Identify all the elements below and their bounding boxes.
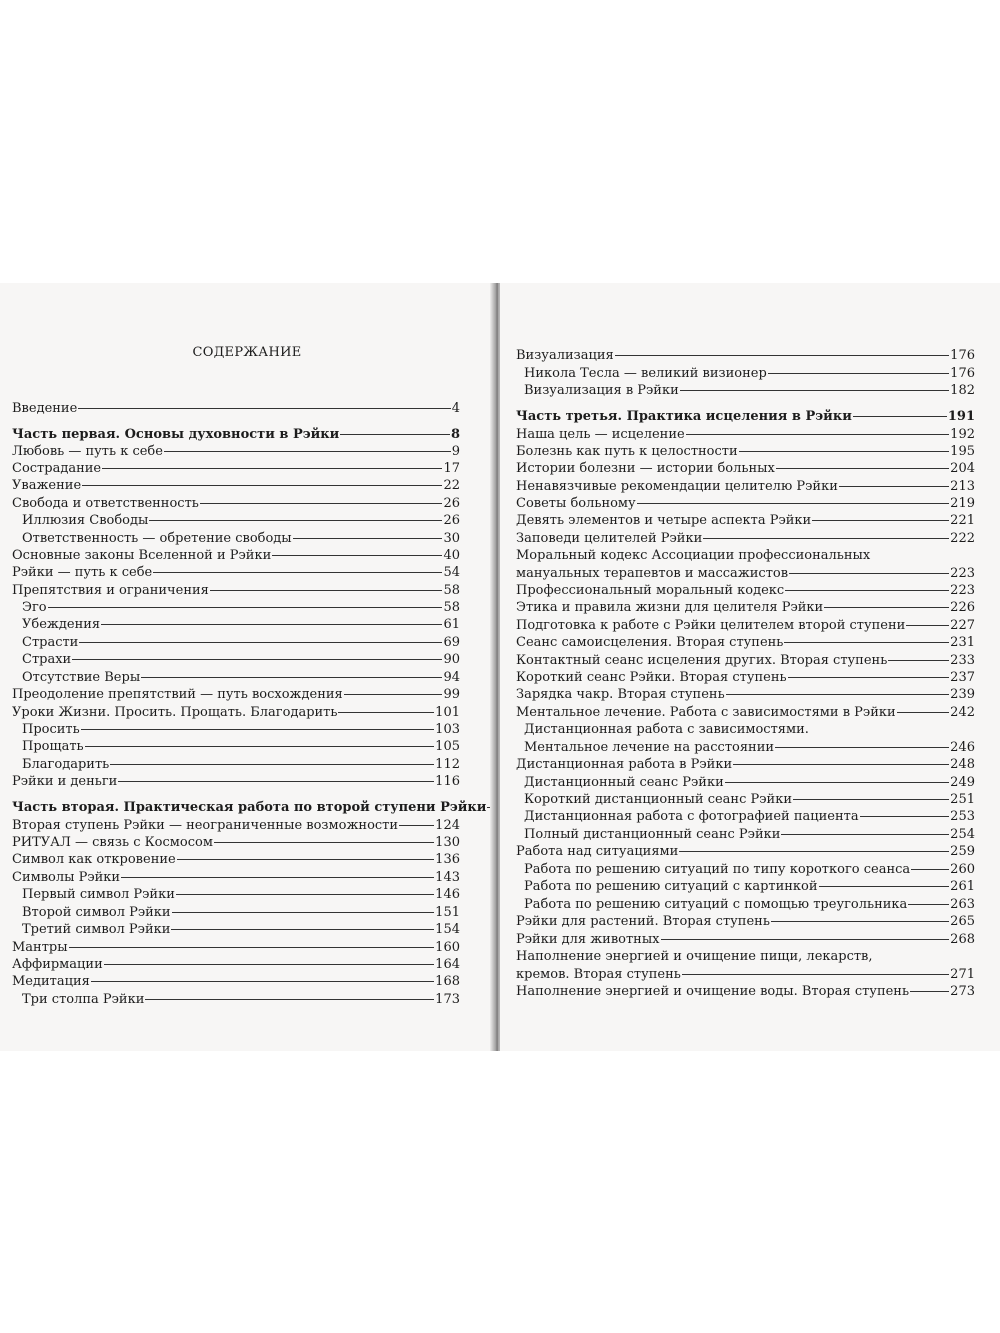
toc-entry <box>516 565 975 582</box>
toc-entry <box>22 721 460 738</box>
toc-leader-line <box>686 434 949 435</box>
toc-page-number: 223 <box>950 583 975 598</box>
toc-entry-title: Профессиональный моральный кодекс <box>516 583 785 598</box>
toc-entry-title: Медитация <box>12 974 90 989</box>
toc-entry <box>524 861 975 878</box>
toc-page-number: 105 <box>435 739 460 754</box>
left-page <box>0 283 494 1051</box>
toc-entry-title: Короткий дистанционный сеанс Рэйки <box>524 792 792 807</box>
toc-entry <box>12 460 460 477</box>
toc-leader-line <box>788 677 950 678</box>
toc-page-number: 242 <box>950 705 975 720</box>
toc-entry-title: Болезнь как путь к целостности <box>516 444 738 459</box>
toc-leader-line <box>82 485 442 486</box>
toc-leader-line <box>911 869 949 870</box>
toc-entry-title: Свобода и ответственность <box>12 496 199 511</box>
toc-leader-line <box>81 729 434 730</box>
toc-entry <box>516 652 975 669</box>
toc-entry-title: Подготовка к работе с Рэйки целителем второй ступени <box>516 618 906 633</box>
toc-entry <box>12 851 460 868</box>
toc-leader-line <box>771 921 949 922</box>
toc-entry-text: Моральный кодекс Ассоциации профессиональных <box>516 548 871 563</box>
toc-entry <box>524 739 975 756</box>
toc-leader-line <box>85 746 435 747</box>
toc-page-number: 213 <box>950 479 975 494</box>
toc-entry-title: Введение <box>12 401 78 416</box>
toc-entry <box>22 991 460 1008</box>
toc-entry <box>516 843 975 860</box>
toc-entry-title: Истории болезни — истории больных <box>516 461 775 476</box>
toc-entry-title: Никола Тесла — великий визионер <box>524 366 767 381</box>
toc-entry <box>12 773 460 790</box>
toc-leader-line <box>897 712 950 713</box>
toc-leader-line <box>78 408 450 409</box>
toc-entry-title: Просить <box>22 722 80 737</box>
toc-entry-text: Наполнение энергией и очищение пищи, лекарств, <box>516 949 873 964</box>
toc-leader-line <box>910 991 949 992</box>
toc-leader-line <box>768 373 949 374</box>
toc-entry <box>12 477 460 494</box>
toc-page-number: 112 <box>435 757 460 772</box>
toc-leader-line <box>102 468 442 469</box>
toc-entry <box>22 921 460 938</box>
toc-leader-line <box>726 694 950 695</box>
toc-leader-line <box>784 642 949 643</box>
toc-page-number: 239 <box>950 687 975 702</box>
toc-leader-line <box>824 607 949 608</box>
toc-leader-line <box>860 816 950 817</box>
toc-entry-title: Работа по решению ситуаций с картинкой <box>524 879 818 894</box>
toc-page-number: 54 <box>443 565 460 580</box>
toc-page-number: 22 <box>443 478 460 493</box>
toc-leader-line <box>789 573 949 574</box>
toc-entry <box>12 686 460 703</box>
toc-entry-title: Рэйки для растений. Вторая ступень <box>516 914 770 929</box>
toc-entry <box>516 634 975 651</box>
toc-leader-line <box>615 355 949 356</box>
toc-entry <box>516 478 975 495</box>
toc-entry <box>22 738 460 755</box>
toc-entry-title: Рэйки — путь к себе <box>12 565 153 580</box>
toc-page-number: 26 <box>443 496 460 511</box>
toc-entry <box>12 400 460 417</box>
toc-entry-title: кремов. Вторая ступень <box>516 967 681 982</box>
toc-page-number: 237 <box>950 670 975 685</box>
toc-page-number: 204 <box>950 461 975 476</box>
toc-entry-title: Часть вторая. Практическая работа по второй ступени Рэйки <box>12 800 487 815</box>
toc-page-number: 61 <box>443 617 460 632</box>
toc-leader-line <box>637 503 949 504</box>
toc-leader-line <box>293 538 443 539</box>
toc-entry <box>12 939 460 956</box>
toc-entry-title: Ненавязчивые рекомендации целителю Рэйки <box>516 479 838 494</box>
toc-entry <box>22 904 460 921</box>
toc-entry <box>516 426 975 443</box>
right-page <box>500 283 1000 1051</box>
toc-entry <box>516 408 975 425</box>
toc-entry-title: Три столпа Рэйки <box>22 992 145 1007</box>
toc-leader-line <box>101 624 442 625</box>
toc-page-number: 253 <box>950 809 975 824</box>
toc-leader-line <box>785 590 949 591</box>
toc-leader-line <box>908 904 949 905</box>
toc-page-number: 173 <box>435 992 460 1007</box>
toc-page-number: 146 <box>435 887 460 902</box>
toc-entry <box>516 669 975 686</box>
toc-entry-text: Дистанционная работа с зависимостями. <box>524 722 809 737</box>
toc-page-number: 9 <box>451 444 460 459</box>
toc-entry <box>516 582 975 599</box>
toc-page-number: 254 <box>950 827 975 842</box>
toc-entry-title: Заповеди целителей Рэйки <box>516 531 703 546</box>
toc-entry <box>524 774 975 791</box>
toc-page-number: 260 <box>950 862 975 877</box>
toc-entry <box>22 634 460 651</box>
toc-entry-title: Второй символ Рэйки <box>22 905 171 920</box>
toc-entry-title: Советы больному <box>516 496 636 511</box>
toc-entry <box>12 564 460 581</box>
toc-entry-title: Дистанционный сеанс Рэйки <box>524 775 724 790</box>
toc-entry <box>516 756 975 773</box>
toc-leader-line <box>72 659 442 660</box>
toc-entry <box>12 956 460 973</box>
toc-leader-line <box>776 468 949 469</box>
toc-entry-title: Уроки Жизни. Просить. Прощать. Благодарить <box>12 705 338 720</box>
toc-entry-title: Третий символ Рэйки <box>22 922 171 937</box>
toc-entry <box>516 512 975 529</box>
toc-entry-title: Любовь — путь к себе <box>12 444 163 459</box>
toc-entry <box>516 966 975 983</box>
toc-page-number: 265 <box>950 914 975 929</box>
toc-entry-title: Ответственность — обретение свободы <box>22 531 292 546</box>
toc-leader-line <box>118 781 434 782</box>
toc-leader-line <box>661 939 950 940</box>
toc-entry <box>22 530 460 547</box>
toc-leader-line <box>79 642 442 643</box>
toc-page-number: 248 <box>950 757 975 772</box>
toc-leader-line <box>141 677 442 678</box>
toc-leader-line <box>725 782 949 783</box>
toc-page-number: 151 <box>435 905 460 920</box>
toc-entry <box>516 931 975 948</box>
toc-entry <box>12 817 460 834</box>
toc-entry <box>516 704 975 721</box>
toc-page-number: 231 <box>950 635 975 650</box>
toc-entry-title: Аффирмации <box>12 957 103 972</box>
toc-page-number: 223 <box>950 566 975 581</box>
toc-entry-title: Символ как откровение <box>12 852 176 867</box>
toc-leader-line <box>888 660 949 661</box>
toc-page-number: 249 <box>950 775 975 790</box>
toc-page-number: 124 <box>435 818 460 833</box>
toc-page-number: 99 <box>443 687 460 702</box>
toc-entry <box>516 913 975 930</box>
toc-entry-title: Короткий сеанс Рэйки. Вторая ступень <box>516 670 787 685</box>
toc-leader-line <box>680 390 949 391</box>
toc-entry-title: Страсти <box>22 635 79 650</box>
toc-page-number: 26 <box>443 513 460 528</box>
toc-entry-title: Эго <box>22 600 47 615</box>
toc-entry <box>516 530 975 547</box>
toc-page-number: 58 <box>443 600 460 615</box>
toc-page-number: 246 <box>950 740 975 755</box>
toc-leader-line <box>739 451 950 452</box>
toc-entry-title: Рэйки и деньги <box>12 774 118 789</box>
toc-entry-title: Часть первая. Основы духовности в Рэйки <box>12 427 340 442</box>
toc-entry-title: Этика и правила жизни для целителя Рэйки <box>516 600 824 615</box>
toc-entry-title: Преодоление препятствий — путь восхождения <box>12 687 343 702</box>
toc-leader-line <box>48 607 443 608</box>
toc-entry-title: Ментальное лечение на расстоянии <box>524 740 775 755</box>
toc-leader-line <box>172 912 435 913</box>
toc-entry-title: Дистанционная работа в Рэйки <box>516 757 733 772</box>
toc-entry-title: РИТУАЛ — связь с Космосом <box>12 835 213 850</box>
toc-page-number: 8 <box>450 427 460 442</box>
toc-leader-line <box>214 842 434 843</box>
toc-page-number: 271 <box>950 967 975 982</box>
toc-entry <box>524 878 975 895</box>
toc-page-number: 261 <box>950 879 975 894</box>
toc-leader-line <box>177 859 434 860</box>
toc-entry-title: Убеждения <box>22 617 101 632</box>
toc-entry <box>22 599 460 616</box>
toc-page-number: 116 <box>435 774 460 789</box>
toc-leader-line <box>104 964 434 965</box>
toc-entry <box>12 834 460 851</box>
toc-entry-title: Ментальное лечение. Работа с зависимостями в Рэйки <box>516 705 896 720</box>
toc-entry <box>12 704 460 721</box>
toc-page-number: 30 <box>443 531 460 546</box>
toc-leader-line <box>338 712 434 713</box>
toc-entry-title: Часть третья. Практика исцеления в Рэйки <box>516 409 852 424</box>
toc-entry-title: Отсутствие Веры <box>22 670 141 685</box>
toc-entry-title: Иллюзия Свободы <box>22 513 149 528</box>
toc-leader-line <box>793 799 949 800</box>
toc-page-number: 192 <box>950 427 975 442</box>
toc-page-number: 130 <box>435 835 460 850</box>
toc-entry <box>12 495 460 512</box>
toc-entry-title: Мантры <box>12 940 68 955</box>
toc-entry-title: Визуализация <box>516 348 614 363</box>
toc-entry-title: Зарядка чакр. Вторая ступень <box>516 687 725 702</box>
toc-entry <box>524 826 975 843</box>
toc-entry <box>524 896 975 913</box>
toc-entry <box>12 426 460 443</box>
toc-leader-line <box>703 538 949 539</box>
toc-entry <box>22 616 460 633</box>
toc-leader-line <box>176 894 434 895</box>
toc-page-number: 268 <box>950 932 975 947</box>
toc-entry-title: Наша цель — исцеление <box>516 427 685 442</box>
toc-page-number: 69 <box>443 635 460 650</box>
toc-leader-line <box>200 503 443 504</box>
toc-entry-title: Визуализация в Рэйки <box>524 383 679 398</box>
toc-entry-title: Сеанс самоисцеления. Вторая ступень <box>516 635 784 650</box>
toc-page-number: 101 <box>435 705 460 720</box>
toc-entry-title: Работа по решению ситуаций по типу короткого сеанса <box>524 862 911 877</box>
toc-leader-line <box>344 694 443 695</box>
toc-entry <box>12 582 460 599</box>
toc-entry <box>524 808 975 825</box>
toc-page-number: 154 <box>435 922 460 937</box>
book-spread <box>0 283 1000 1051</box>
toc-page-number: 143 <box>435 870 460 885</box>
toc-page-number: 251 <box>950 792 975 807</box>
toc-entry <box>516 686 975 703</box>
toc-leader-line <box>121 877 434 878</box>
toc-title: СОДЕРЖАНИЕ <box>192 345 302 360</box>
toc-entry <box>516 617 975 634</box>
toc-entry <box>22 651 460 668</box>
toc-page-number: 259 <box>950 844 975 859</box>
toc-entry-title: Символы Рэйки <box>12 870 121 885</box>
toc-entry <box>22 886 460 903</box>
toc-leader-line <box>679 851 949 852</box>
toc-entry-title: мануальных терапевтов и массажистов <box>516 566 789 581</box>
toc-entry-title: Работа над ситуациями <box>516 844 679 859</box>
toc-page-number: 227 <box>950 618 975 633</box>
toc-entry-title: Девять элементов и четыре аспекта Рэйки <box>516 513 812 528</box>
toc-entry <box>516 443 975 460</box>
toc-entry <box>516 460 975 477</box>
toc-leader-line <box>272 555 442 556</box>
toc-leader-line <box>171 929 434 930</box>
toc-entry-title: Страхи <box>22 652 72 667</box>
toc-leader-line <box>110 764 434 765</box>
toc-page-number: 195 <box>950 444 975 459</box>
toc-page-number: 136 <box>435 852 460 867</box>
toc-leader-line <box>682 974 949 975</box>
toc-entry <box>22 669 460 686</box>
toc-entry-title: Работа по решению ситуаций с помощью треугольника <box>524 897 908 912</box>
toc-entry-title: Препятствия и ограничения <box>12 583 209 598</box>
toc-page-number: 263 <box>950 897 975 912</box>
toc-page-number: 94 <box>443 670 460 685</box>
toc-page-number: 164 <box>435 957 460 972</box>
toc-leader-line <box>164 451 451 452</box>
toc-entry-title: Сострадание <box>12 461 102 476</box>
toc-page-number: 103 <box>435 722 460 737</box>
toc-entry-title: Уважение <box>12 478 82 493</box>
toc-leader-line <box>340 434 450 435</box>
toc-leader-line <box>839 486 949 487</box>
toc-entry-title: Прощать <box>22 739 84 754</box>
toc-page-number: 176 <box>950 348 975 363</box>
toc-leader-line <box>91 981 434 982</box>
toc-page-number: 226 <box>950 600 975 615</box>
toc-page-number: 160 <box>435 940 460 955</box>
toc-entry <box>22 512 460 529</box>
toc-leader-line <box>733 764 949 765</box>
toc-page-number: 182 <box>950 383 975 398</box>
toc-entry <box>12 973 460 990</box>
toc-entry-title: Первый символ Рэйки <box>22 887 175 902</box>
toc-page-number: 233 <box>950 653 975 668</box>
toc-entry-title: Наполнение энергией и очищение воды. Вторая ступень <box>516 984 910 999</box>
toc-entry <box>516 983 975 1000</box>
toc-entry-title: Рэйки для животных <box>516 932 660 947</box>
toc-page-number: 219 <box>950 496 975 511</box>
toc-leader-line <box>149 520 442 521</box>
toc-leader-line <box>781 834 949 835</box>
toc-leader-line <box>210 590 443 591</box>
toc-leader-line <box>812 520 949 521</box>
toc-entry <box>516 599 975 616</box>
toc-entry <box>516 347 975 364</box>
toc-page-number: 40 <box>443 548 460 563</box>
toc-entry-title: Полный дистанционный сеанс Рэйки <box>524 827 781 842</box>
toc-entry <box>524 791 975 808</box>
toc-entry <box>516 495 975 512</box>
toc-entry <box>12 443 460 460</box>
toc-entry <box>12 547 460 564</box>
toc-entry <box>524 365 975 382</box>
toc-page-number: 90 <box>443 652 460 667</box>
toc-page-number: 168 <box>435 974 460 989</box>
toc-leader-line <box>775 747 949 748</box>
toc-page-number: 191 <box>947 409 975 424</box>
toc-entry <box>22 756 460 773</box>
toc-leader-line <box>819 886 950 887</box>
toc-leader-line <box>906 625 949 626</box>
toc-entry <box>524 382 975 399</box>
toc-leader-line <box>145 999 434 1000</box>
toc-entry-title: Благодарить <box>22 757 110 772</box>
toc-entry-title: Дистанционная работа с фотографией пациента <box>524 809 859 824</box>
toc-entry-title: Контактный сеанс исцеления других. Вторая ступень <box>516 653 888 668</box>
toc-entry-title: Вторая ступень Рэйки — неограниченные возможности <box>12 818 399 833</box>
toc-page-number: 273 <box>950 984 975 999</box>
toc-leader-line <box>69 947 435 948</box>
toc-entry <box>12 869 460 886</box>
toc-leader-line <box>153 572 442 573</box>
toc-leader-line <box>853 416 947 417</box>
toc-leader-line <box>399 825 434 826</box>
toc-page-number: 176 <box>950 366 975 381</box>
toc-page-number: 222 <box>950 531 975 546</box>
toc-page-number: 221 <box>950 513 975 528</box>
toc-page-number: 58 <box>443 583 460 598</box>
toc-entry <box>12 799 487 816</box>
toc-page-number: 17 <box>443 461 460 476</box>
toc-entry-title: Основные законы Вселенной и Рэйки <box>12 548 272 563</box>
toc-page-number: 4 <box>451 401 460 416</box>
